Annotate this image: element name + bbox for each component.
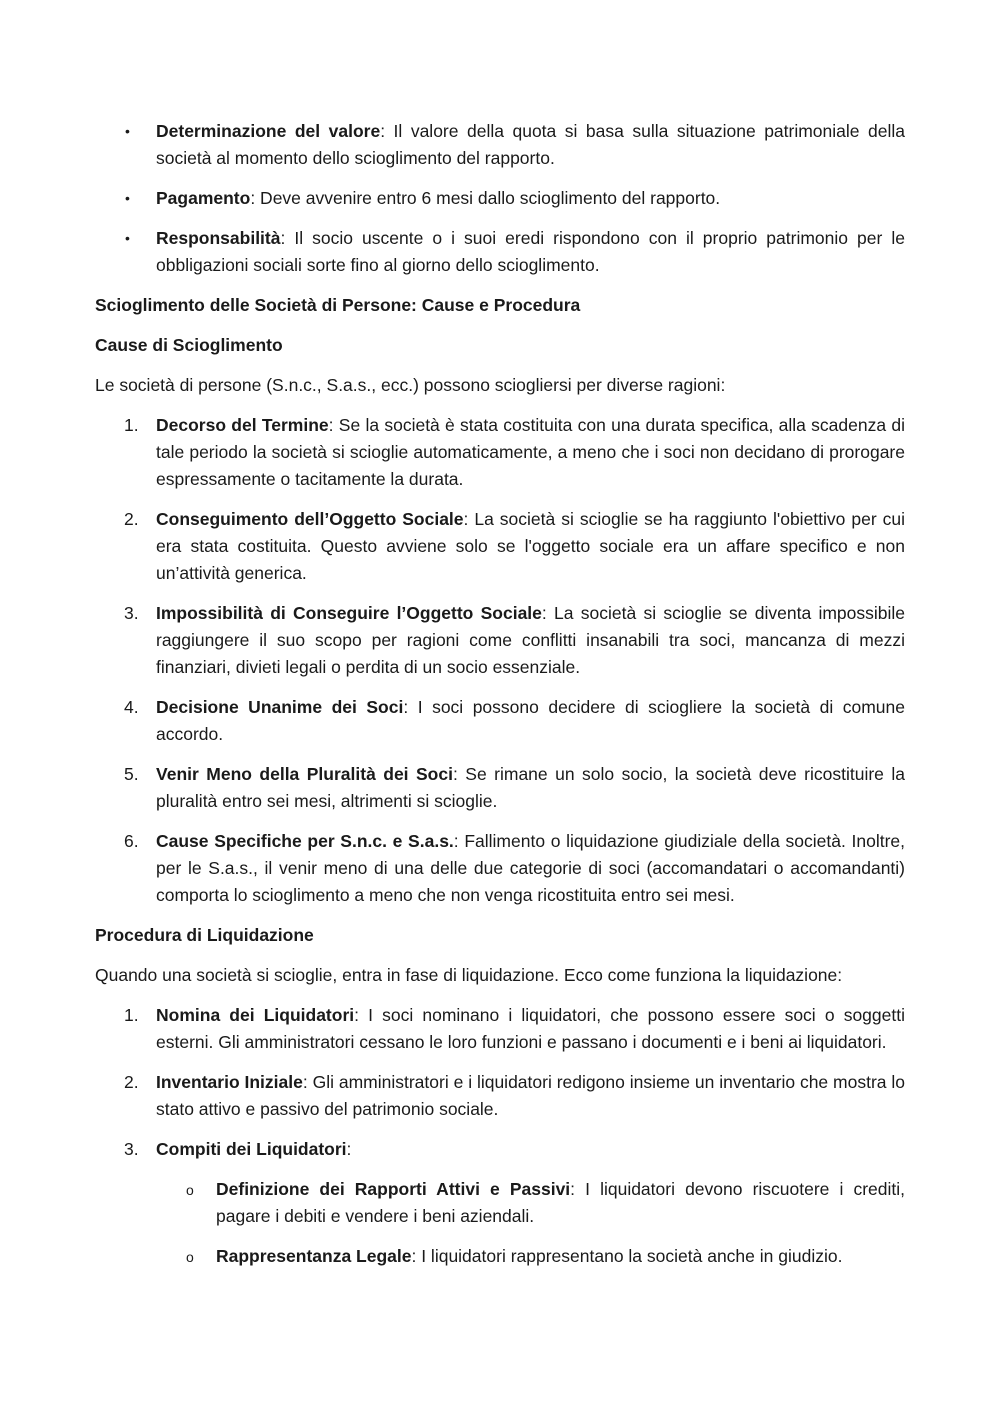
bullet-marker: • (125, 123, 130, 139)
liquidation-intro: Quando una società si scioglie, entra in fase di liquidazione. Ecco come funziona la liquidazione: (95, 965, 843, 985)
list-item (95, 694, 905, 748)
item-text: : Il socio uscente o i suoi eredi rispondono con il proprio patrimonio per le obbligazioni sociali sorte fino al giorno dello scioglimento. (156, 228, 905, 275)
list-item (156, 1176, 905, 1230)
item-bold-label: Venir Meno della Pluralità dei Soci (156, 764, 453, 784)
item-number: 1. (124, 415, 139, 435)
list-item (95, 761, 905, 815)
item-text: : Se la società è stata costituita con una durata specifica, alla scadenza di tale periodo la società si scioglie automaticamente, a meno che i soci non decidano di prorogare espressamente o tacitamente la durata. (156, 415, 905, 489)
liquidator-tasks-sublist (156, 1176, 905, 1270)
item-number: 2. (124, 1072, 139, 1092)
item-bold-label: Nomina dei Liquidatori (156, 1005, 355, 1025)
quota-bullet-list (95, 118, 905, 279)
item-bold-label: Impossibilità di Conseguire l’Oggetto Sociale (156, 603, 542, 623)
item-number: 3. (124, 603, 139, 623)
document-page (95, 118, 905, 1283)
list-item (95, 1069, 905, 1123)
list-item (95, 225, 905, 279)
item-bold-label: Conseguimento dell’Oggetto Sociale (156, 509, 464, 529)
item-bold-label: Compiti dei Liquidatori (156, 1139, 347, 1159)
item-number: 4. (124, 697, 139, 717)
item-bold-label: Rappresentanza Legale (216, 1246, 412, 1266)
item-text: : La società si scioglie se diventa impossibile raggiungere il suo scopo per ragioni come conflitti insanabili tra soci, mancanza di mezzi finanziari, divieti legali o perdita di un socio essenziale. (156, 603, 905, 677)
list-item (95, 506, 905, 587)
causes-list (95, 412, 905, 909)
liquidation-list (95, 1002, 905, 1270)
bullet-marker: • (125, 190, 130, 206)
item-text: : Se rimane un solo socio, la società deve ricostituire la pluralità entro sei mesi, altrimenti si scioglie. (156, 764, 905, 811)
item-text: : (346, 1139, 352, 1159)
causes-heading: Cause di Scioglimento (95, 335, 283, 355)
list-item (95, 1002, 905, 1056)
list-item (95, 828, 905, 909)
item-text: : Deve avvenire entro 6 mesi dallo scioglimento del rapporto. (250, 188, 721, 208)
item-number: 5. (124, 764, 139, 784)
list-item (95, 118, 905, 172)
item-text: : Gli amministratori e i liquidatori redigono insieme un inventario che mostra lo stato attivo e passivo del patrimonio sociale. (156, 1072, 905, 1119)
item-text: : Il valore della quota si basa sulla situazione patrimoniale della società al momento dello scioglimento del rapporto. (156, 121, 906, 168)
item-bold-label: Responsabilità (156, 228, 281, 248)
circle-bullet-marker: o (186, 1182, 194, 1198)
list-item (95, 185, 905, 212)
bullet-marker: • (125, 230, 130, 246)
item-text: : I liquidatori devono riscuotere i crediti, pagare i debiti e vendere i beni aziendali. (216, 1179, 906, 1226)
list-item (156, 1243, 905, 1270)
item-bold-label: Cause Specifiche per S.n.c. e S.a.s. (156, 831, 454, 851)
item-bold-label: Determinazione del valore (156, 121, 381, 141)
item-number: 2. (124, 509, 139, 529)
item-text: : Fallimento o liquidazione giudiziale della società. Inoltre, per le S.a.s., il venir meno di una delle due categorie di soci (accomandatari o accomandanti) comporta lo scioglimento a meno che non venga ricostituita entro sei mesi. (156, 831, 905, 905)
causes-intro: Le società di persone (S.n.c., S.a.s., ecc.) possono sciogliersi per diverse ragioni: (95, 375, 726, 395)
item-bold-label: Decorso del Termine (156, 415, 329, 435)
item-text: : I soci nominano i liquidatori, che possono essere soci o soggetti esterni. Gli amministratori cessano le loro funzioni e passano i documenti e i beni ai liquidatori. (156, 1005, 905, 1052)
item-bold-label: Inventario Iniziale (156, 1072, 303, 1092)
item-text: : La società si scioglie se ha raggiunto l'obiettivo per cui era stata costituita. Questo avviene solo se l'oggetto sociale era un affare specifico e non un’attività generica. (156, 509, 906, 583)
item-bold-label: Decisione Unanime dei Soci (156, 697, 404, 717)
item-bold-label: Pagamento (156, 188, 251, 208)
list-item (95, 1136, 905, 1270)
item-text: : I liquidatori rappresentano la società anche in giudizio. (411, 1246, 843, 1266)
item-number: 1. (124, 1005, 139, 1025)
circle-bullet-marker: o (186, 1249, 194, 1265)
list-item (95, 600, 905, 681)
item-number: 6. (124, 831, 139, 851)
item-bold-label: Definizione dei Rapporti Attivi e Passivi (216, 1179, 571, 1199)
list-item (95, 412, 905, 493)
item-text: : I soci possono decidere di sciogliere la società di comune accordo. (156, 697, 906, 744)
section-title: Scioglimento delle Società di Persone: Cause e Procedura (95, 295, 581, 315)
item-number: 3. (124, 1139, 139, 1159)
liquidation-heading: Procedura di Liquidazione (95, 925, 314, 945)
